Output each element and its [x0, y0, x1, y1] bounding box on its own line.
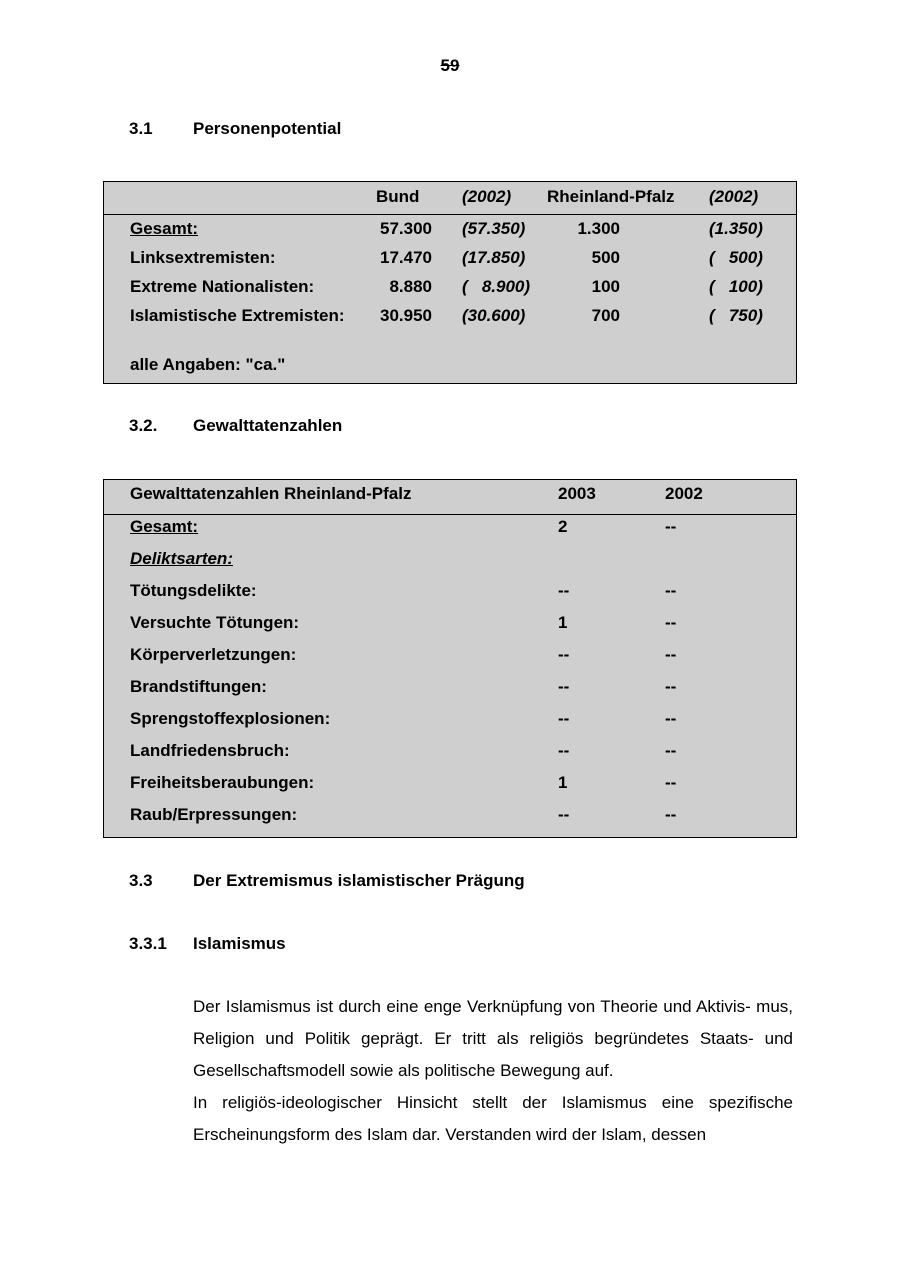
row-label: Sprengstoffexplosionen: [130, 709, 331, 728]
cell-2003: 2 [558, 517, 568, 536]
section-heading-3-3 [129, 871, 525, 891]
cell-2002: -- [665, 773, 677, 792]
section-title: Der Extremismus islamistischer Prägung [193, 871, 525, 890]
cell-rlp-2002: (1.350) [709, 219, 763, 238]
gewalttaten-table [103, 479, 797, 838]
row-label: Brandstiftungen: [130, 677, 267, 696]
cell-2003: 1 [558, 613, 568, 632]
section-title: Gewalttatenzahlen [193, 416, 343, 435]
section-heading-3-1 [129, 119, 341, 139]
table-header-row [104, 182, 796, 215]
cell-rlp: 100 [591, 277, 620, 296]
cell-bund-2002: (30.600) [462, 306, 526, 325]
column-header-category: Gewalttatenzahlen Rheinland-Pfalz [130, 484, 412, 503]
column-header-bund-2002: (2002) [462, 187, 512, 206]
row-label: Raub/Erpressungen: [130, 805, 298, 824]
section-heading-3-3-1 [129, 934, 286, 954]
cell-2002: -- [665, 613, 677, 632]
row-label: Islamistische Extremisten: [130, 306, 345, 325]
paragraph: In religiös-ideologischer Hinsicht stellt der Islamismus eine spezifische Erscheinungsform des Islam dar. Verstanden wird der Islam, dessen [193, 1093, 793, 1144]
cell-2003: -- [558, 805, 570, 824]
cell-2003: 1 [558, 773, 568, 792]
row-label: Tötungsdelikte: [130, 581, 257, 600]
cell-2003: -- [558, 709, 570, 728]
cell-2002: -- [665, 517, 677, 536]
column-header-2003: 2003 [558, 484, 596, 503]
cell-rlp: 700 [591, 306, 620, 325]
cell-bund: 17.470 [380, 248, 432, 267]
cell-2003: -- [558, 581, 570, 600]
section-number: 3.2. [129, 416, 158, 435]
personenpotential-table [103, 181, 797, 384]
page-number: 59 [440, 56, 460, 75]
cell-rlp: 1.300 [577, 219, 620, 238]
row-label: Gesamt: [130, 219, 199, 238]
column-header-rlp: Rheinland-Pfalz [547, 187, 675, 206]
cell-bund-2002: (57.350) [462, 219, 526, 238]
row-label: Linksextremisten: [130, 248, 276, 267]
table-footnote: alle Angaben: "ca." [130, 355, 286, 374]
row-label: Freiheitsberaubungen: [130, 773, 315, 792]
cell-bund: 57.300 [380, 219, 432, 238]
section-heading-3-2 [129, 416, 342, 436]
cell-2003: -- [558, 741, 570, 760]
section-number: 3.1 [129, 119, 153, 138]
cell-bund-2002: ( 8.900) [462, 277, 531, 296]
row-label: Versuchte Tötungen: [130, 613, 300, 632]
row-label: Deliktsarten: [130, 549, 233, 568]
row-label: Gesamt: [130, 517, 199, 536]
table-header-row [104, 480, 796, 515]
paragraph: Der Islamismus ist durch eine enge Verknüpfung von Theorie und Aktivis- mus, Religion und Politik geprägt. Er tritt als religiös begründetes Staats- und Gesellschaftsmodell sowie als politische Bewegung auf. [193, 997, 793, 1080]
cell-2002: -- [665, 741, 677, 760]
cell-rlp-2002: ( 100) [709, 277, 763, 296]
cell-rlp-2002: ( 750) [709, 306, 763, 325]
section-title: Personenpotential [193, 119, 342, 138]
cell-bund-2002: (17.850) [462, 248, 526, 267]
column-header-rlp-2002: (2002) [709, 187, 759, 206]
body-text [193, 991, 793, 1151]
cell-2003: -- [558, 645, 570, 664]
row-label: Extreme Nationalisten: [130, 277, 315, 296]
cell-2002: -- [665, 645, 677, 664]
section-number: 3.3.1 [129, 934, 167, 953]
cell-rlp-2002: ( 500) [709, 248, 763, 267]
section-number: 3.3 [129, 871, 153, 890]
cell-2002: -- [665, 709, 677, 728]
cell-2002: -- [665, 677, 677, 696]
cell-2002: -- [665, 805, 677, 824]
cell-bund: 8.880 [389, 277, 432, 296]
row-label: Körperverletzungen: [130, 645, 297, 664]
row-label: Landfriedensbruch: [130, 741, 290, 760]
section-title: Islamismus [193, 934, 286, 953]
cell-bund: 30.950 [380, 306, 432, 325]
cell-2003: -- [558, 677, 570, 696]
cell-2002: -- [665, 581, 677, 600]
column-header-2002: 2002 [665, 484, 703, 503]
cell-rlp: 500 [591, 248, 620, 267]
column-header-bund: Bund [376, 187, 420, 206]
